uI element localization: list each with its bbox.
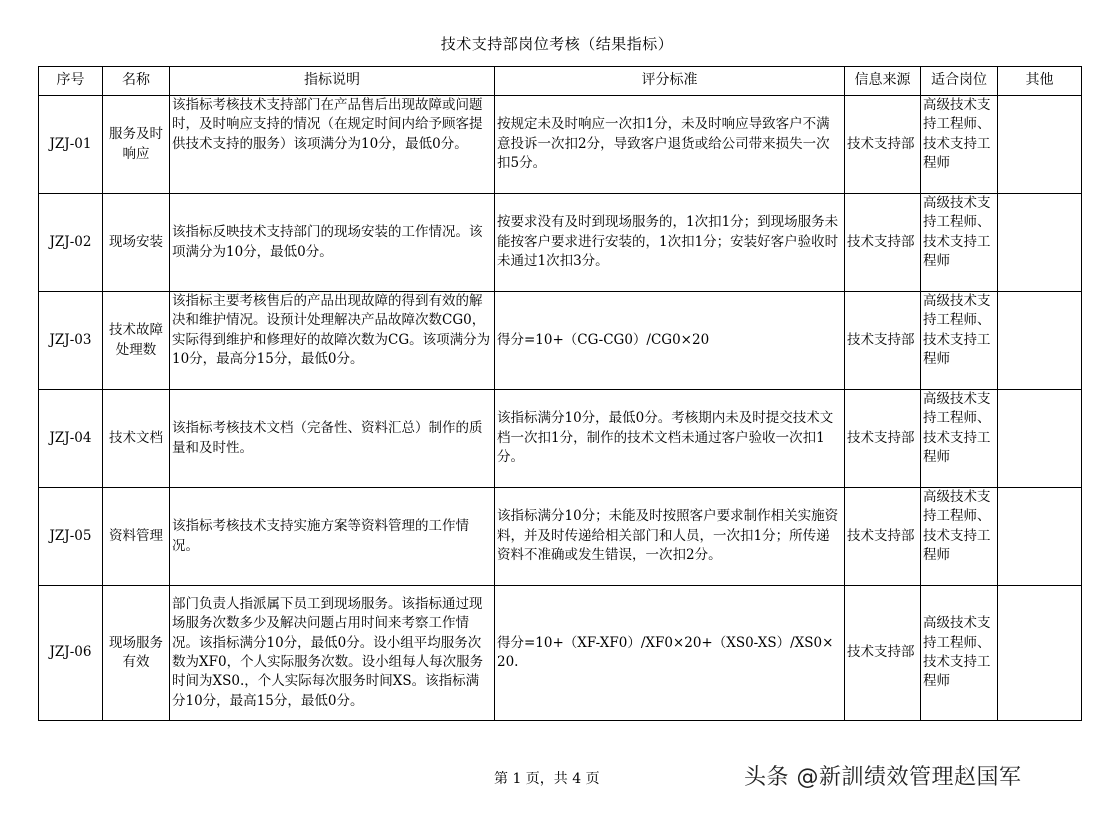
header-id: 序号	[39, 67, 103, 96]
row-desc: 该指标主要考核售后的产品出现故障的得到有效的解决和维护情况。设预计处理解决产品故障次数CG0，实际得到维护和修理好的故障次数为CG。该项满分为10分，最高分15分，最低0分。	[170, 292, 495, 390]
row-criteria: 得分=10+（CG-CG0）/CG0×20	[495, 292, 845, 390]
row-other	[998, 96, 1082, 194]
row-source: 技术支持部	[845, 194, 921, 292]
row-source: 技术支持部	[845, 390, 921, 488]
row-desc: 该指标考核技术文档（完备性、资料汇总）制作的质量和及时性。	[170, 390, 495, 488]
row-desc: 该指标考核技术支持部门在产品售后出现故障或问题时，及时响应支持的情况（在规定时间内给予顾客提供技术支持的服务）该项满分为10分，最低0分。	[170, 96, 495, 194]
row-name: 技术故障处理数	[103, 292, 170, 390]
row-name: 现场安装	[103, 194, 170, 292]
row-desc: 该指标反映技术支持部门的现场安装的工作情况。该项满分为10分，最低0分。	[170, 194, 495, 292]
row-post: 高级技术支持工程师、技术支持工程师	[921, 488, 998, 586]
row-id: JZJ-03	[39, 292, 103, 390]
row-criteria: 按要求没有及时到现场服务的，1次扣1分；到现场服务未能按客户要求进行安装的，1次扣1分；安装好客户验收时未通过1次扣3分。	[495, 194, 845, 292]
row-other	[998, 292, 1082, 390]
row-id: JZJ-05	[39, 488, 103, 586]
page-title: 技术支持部岗位考核（结果指标）	[440, 35, 674, 53]
row-desc: 该指标考核技术支持实施方案等资料管理的工作情况。	[170, 488, 495, 586]
header-name: 名称	[103, 67, 170, 96]
row-other	[998, 194, 1082, 292]
header-source: 信息来源	[845, 67, 921, 96]
row-post: 高级技术支持工程师、技术支持工程师	[921, 292, 998, 390]
table-row	[39, 194, 1082, 292]
watermark: 头条 @新訓绩效管理赵国军	[744, 765, 1022, 790]
header-desc: 指标说明	[170, 67, 495, 96]
row-post: 高级技术支持工程师、技术支持工程师	[921, 194, 998, 292]
row-other	[998, 390, 1082, 488]
row-other	[998, 488, 1082, 586]
row-name: 服务及时响应	[103, 96, 170, 194]
row-post: 高级技术支持工程师、技术支持工程师	[921, 390, 998, 488]
row-post: 高级技术支持工程师、技术支持工程师	[921, 96, 998, 194]
row-name: 技术文档	[103, 390, 170, 488]
row-source: 技术支持部	[845, 292, 921, 390]
row-desc: 部门负责人指派属下员工到现场服务。该指标通过现场服务次数多少及解决问题占用时间来考察工作情况。该指标满分10分，最低0分。设小组平均服务次数为XF0，个人实际服务次数。设小组每人每次服务时间为XS0.，个人实际每次服务时间XS。该指标满分10分，最高15分，最低0分。	[170, 586, 495, 721]
assessment-table	[38, 66, 1082, 721]
header-row	[39, 67, 1082, 96]
header-other: 其他	[998, 67, 1082, 96]
page-footer: 第 1 页，共 4 页	[494, 771, 600, 787]
row-source: 技术支持部	[845, 586, 921, 721]
row-other	[998, 586, 1082, 721]
row-source: 技术支持部	[845, 96, 921, 194]
row-criteria: 得分=10+（XF-XF0）/XF0×20+（XS0-XS）/XS0×20.	[495, 586, 845, 721]
row-name: 资料管理	[103, 488, 170, 586]
table-row	[39, 96, 1082, 194]
row-source: 技术支持部	[845, 488, 921, 586]
table-row	[39, 292, 1082, 390]
table-row	[39, 488, 1082, 586]
row-id: JZJ-06	[39, 586, 103, 721]
row-name: 现场服务有效	[103, 586, 170, 721]
row-criteria: 该指标满分10分；未能及时按照客户要求制作相关实施资料，并及时传递给相关部门和人员，一次扣1分；所传递资料不准确或发生错误，一次扣2分。	[495, 488, 845, 586]
header-criteria: 评分标准	[495, 67, 845, 96]
row-criteria: 按规定未及时响应一次扣1分，未及时响应导致客户不满意投诉一次扣2分，导致客户退货或给公司带来损失一次扣5分。	[495, 96, 845, 194]
row-criteria: 该指标满分10分，最低0分。考核期内未及时提交技术文档一次扣1分，制作的技术文档未通过客户验收一次扣1分。	[495, 390, 845, 488]
row-id: JZJ-04	[39, 390, 103, 488]
row-id: JZJ-02	[39, 194, 103, 292]
table-row	[39, 586, 1082, 721]
table-row	[39, 390, 1082, 488]
row-post: 高级技术支持工程师、技术支持工程师	[921, 586, 998, 721]
header-post: 适合岗位	[921, 67, 998, 96]
row-id: JZJ-01	[39, 96, 103, 194]
